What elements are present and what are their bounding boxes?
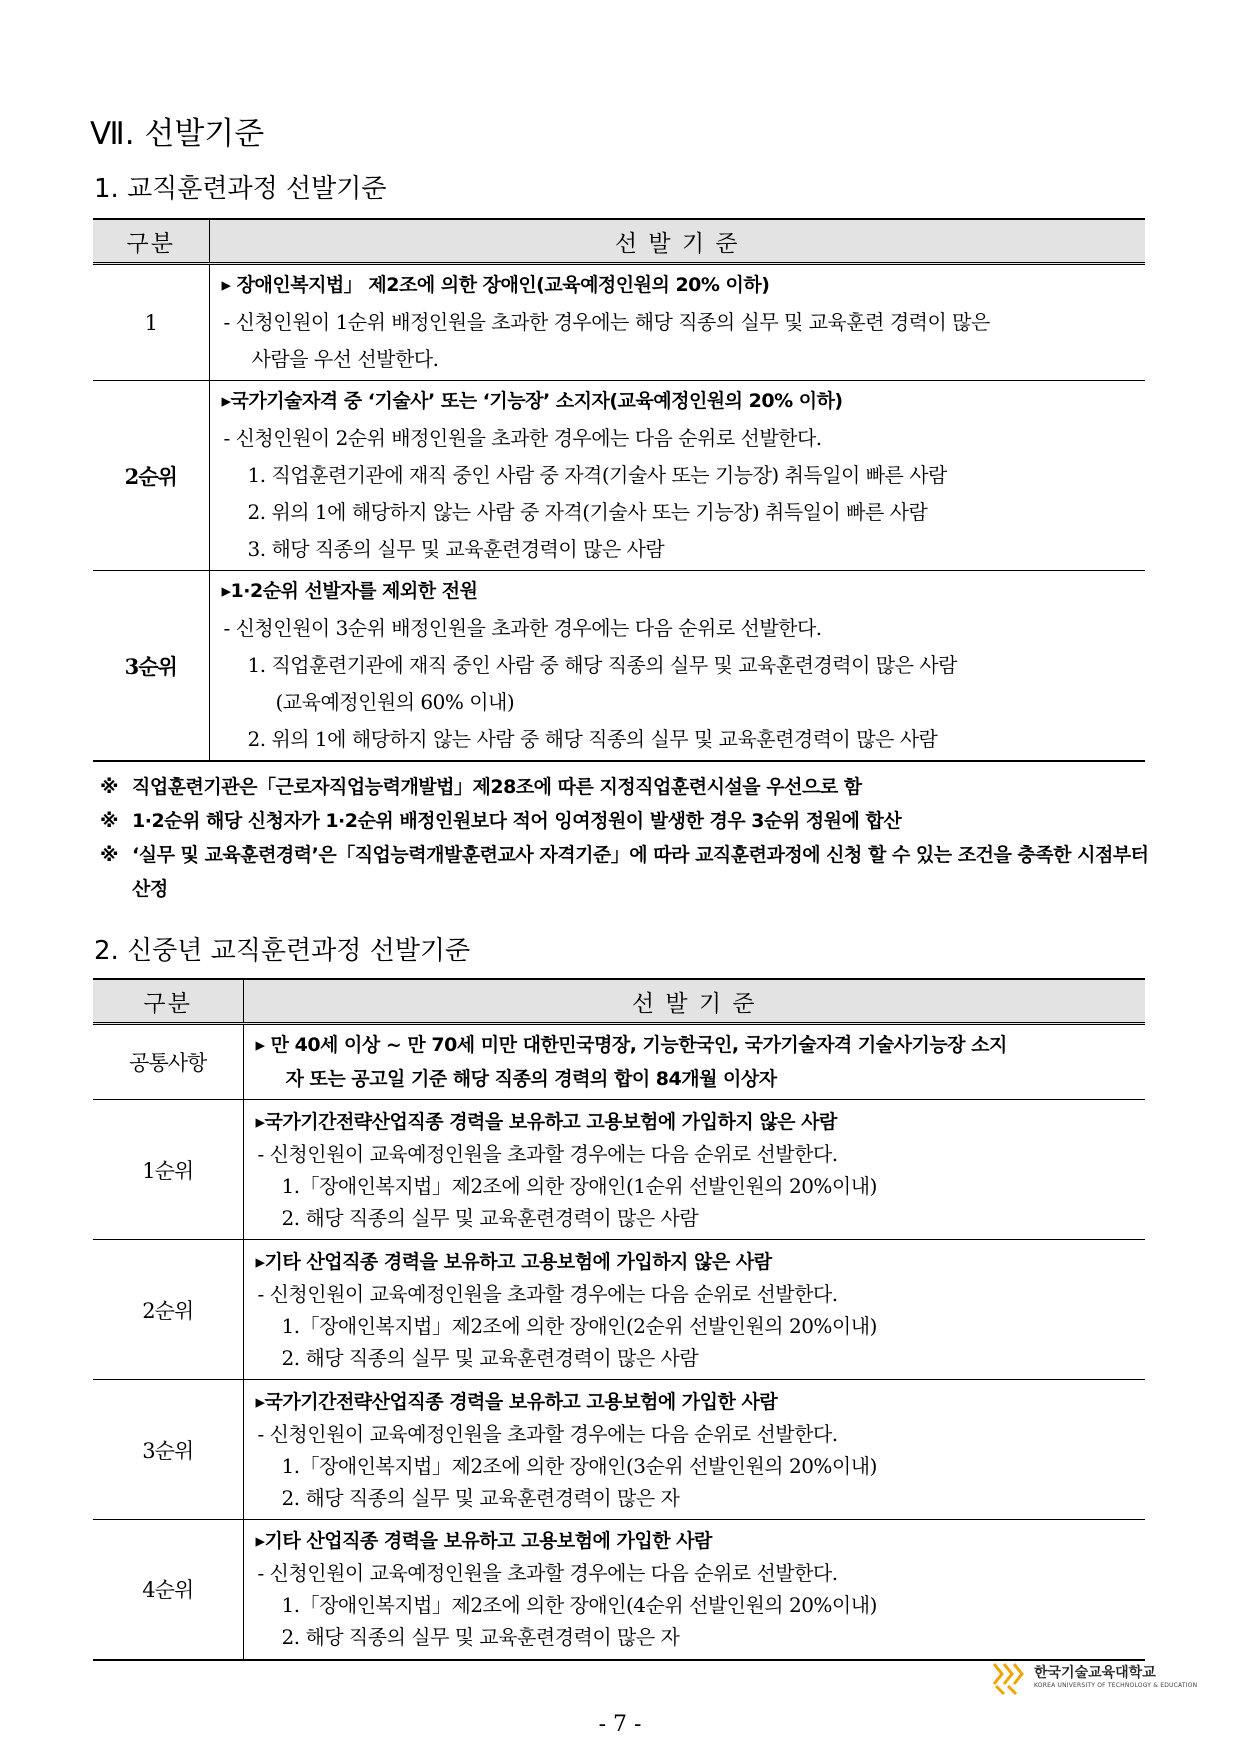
university-emblem-icon <box>990 1660 1030 1696</box>
reference-mark-icon: ※ <box>100 844 118 866</box>
table-row <box>93 1380 1145 1520</box>
section2-title: 2. 신중년 교직훈련과정 선발기준 <box>94 936 471 966</box>
rank-cell: 3순위 <box>93 1380 243 1520</box>
criteria-cell <box>243 1240 1145 1380</box>
criteria-heading: ▸국가기간전략산업직종 경력을 보유하고 고용보험에 가입하지 않은 사람 <box>255 1110 837 1133</box>
criteria-line: 2. 해당 직종의 실무 및 교육훈련경력이 많은 자 <box>281 1625 680 1650</box>
notes-list <box>100 770 1160 906</box>
criteria-line: - 신청인원이 1순위 배정인원을 초과한 경우에는 해당 직종의 실무 및 교육훈련 경력이 많은 <box>223 310 990 334</box>
criteria-cell <box>243 1380 1145 1520</box>
rank-cell: 4순위 <box>93 1520 243 1660</box>
header-gubun: 구분 <box>93 219 209 264</box>
header-gubun: 구분 <box>93 979 243 1024</box>
table-row <box>93 1024 1145 1100</box>
note-text: 직업훈련기관은「근로자직업능력개발법」제28조에 따른 지정직업훈련시설을 우선으로 함 <box>132 776 862 798</box>
note-item <box>100 770 1160 804</box>
rank-cell: 1순위 <box>93 1100 243 1240</box>
table-row <box>93 571 1145 762</box>
criteria-line: 자 또는 공고일 기준 해당 직종의 경력의 합이 84개월 이상자 <box>285 1068 777 1090</box>
rank-cell: 공통사항 <box>93 1024 243 1100</box>
criteria-line: 1. 직업훈련기관에 재직 중인 사람 중 해당 직종의 실무 및 교육훈련경력이 많은 사람 <box>247 653 957 677</box>
criteria-line: 1.「장애인복지법」제2조에 의한 장애인(4순위 선발인원의 20%이내) <box>281 1593 877 1618</box>
criteria-line: 2. 위의 1에 해당하지 않는 사람 중 해당 직종의 실무 및 교육훈련경력이 많은 사람 <box>247 727 938 751</box>
table-row <box>93 1100 1145 1240</box>
reference-mark-icon: ※ <box>100 810 118 832</box>
section2-criteria-table <box>93 978 1145 1661</box>
criteria-line: ▸ 만 40세 이상 ~ 만 70세 미만 대한민국명장, 기능한국인, 국가기술자격 기술사기능장 소지 <box>255 1034 1007 1056</box>
university-name: 한국기술교육대학교 <box>1034 1665 1156 1681</box>
criteria-cell <box>209 264 1145 381</box>
note-item <box>100 804 1160 838</box>
criteria-heading: ▸ 장애인복지법」 제2조에 의한 장애인(교육예정인원의 20% 이하) <box>221 274 770 296</box>
note-text: ‘실무 및 교육훈련경력’은「직업능력개발훈련교사 자격기준」에 따라 교직훈련과정에 신청 할 수 있는 조건을 충족한 시점부터 산정 <box>132 844 1149 900</box>
reference-mark-icon: ※ <box>100 776 118 798</box>
table-row <box>93 1520 1145 1660</box>
criteria-line: - 신청인원이 교육예정인원을 초과할 경우에는 다음 순위로 선발한다. <box>257 1421 838 1446</box>
criteria-line: 2. 해당 직종의 실무 및 교육훈련경력이 많은 자 <box>281 1485 680 1510</box>
chapter-title: Ⅶ. 선발기준 <box>90 116 265 152</box>
criteria-heading: ▸기타 산업직종 경력을 보유하고 고용보험에 가입한 사람 <box>255 1530 712 1553</box>
criteria-cell <box>243 1100 1145 1240</box>
rank-cell: 2순위 <box>93 381 209 571</box>
criteria-line: - 신청인원이 2순위 배정인원을 초과한 경우에는 다음 순위로 선발한다. <box>223 426 822 450</box>
section1-criteria-table <box>93 218 1145 762</box>
note-item <box>100 838 1160 906</box>
criteria-heading: ▸1·2순위 선발자를 제외한 전원 <box>221 580 478 602</box>
table-header-row <box>93 219 1145 264</box>
rank-cell: 1 <box>93 264 209 381</box>
criteria-cell <box>209 571 1145 762</box>
criteria-line: 3. 해당 직종의 실무 및 교육훈련경력이 많은 사람 <box>247 537 665 561</box>
header-criteria: 선 발 기 준 <box>243 979 1145 1024</box>
criteria-line: 1.「장애인복지법」제2조에 의한 장애인(3순위 선발인원의 20%이내) <box>281 1453 877 1478</box>
criteria-line: 1.「장애인복지법」제2조에 의한 장애인(1순위 선발인원의 20%이내) <box>281 1173 877 1198</box>
table-row <box>93 1240 1145 1380</box>
criteria-cell <box>209 381 1145 571</box>
rank-cell: 2순위 <box>93 1240 243 1380</box>
criteria-line: (교육예정인원의 60% 이내) <box>275 690 515 714</box>
note-text: 1·2순위 해당 신청자가 1·2순위 배정인원보다 적어 잉여정원이 발생한 경우 3순위 정원에 합산 <box>132 810 902 832</box>
criteria-line: 2. 해당 직종의 실무 및 교육훈련경력이 많은 사람 <box>281 1345 699 1370</box>
criteria-line: 1.「장애인복지법」제2조에 의한 장애인(2순위 선발인원의 20%이내) <box>281 1313 877 1338</box>
page-number: - 7 - <box>598 1712 642 1737</box>
table-row <box>93 381 1145 571</box>
criteria-line: - 신청인원이 3순위 배정인원을 초과한 경우에는 다음 순위로 선발한다. <box>223 616 822 640</box>
criteria-heading: ▸기타 산업직종 경력을 보유하고 고용보험에 가입하지 않은 사람 <box>255 1250 772 1273</box>
table-header-row <box>93 979 1145 1024</box>
university-logo <box>990 1660 1198 1700</box>
criteria-line: - 신청인원이 교육예정인원을 초과할 경우에는 다음 순위로 선발한다. <box>257 1281 838 1306</box>
criteria-heading: ▸국가기간전략산업직종 경력을 보유하고 고용보험에 가입한 사람 <box>255 1390 778 1413</box>
rank-cell: 3순위 <box>93 571 209 762</box>
criteria-line: 사람을 우선 선발한다. <box>251 347 439 371</box>
table-row <box>93 264 1145 381</box>
criteria-cell <box>243 1024 1145 1100</box>
criteria-line: 2. 해당 직종의 실무 및 교육훈련경력이 많은 사람 <box>281 1205 699 1230</box>
section1-title: 1. 교직훈련과정 선발기준 <box>94 174 387 204</box>
criteria-line: 2. 위의 1에 해당하지 않는 사람 중 자격(기술사 또는 기능장) 취득일이 빠른 사람 <box>247 500 928 524</box>
criteria-cell <box>243 1520 1145 1660</box>
header-criteria: 선 발 기 준 <box>209 219 1145 264</box>
criteria-line: - 신청인원이 교육예정인원을 초과할 경우에는 다음 순위로 선발한다. <box>257 1561 838 1586</box>
criteria-line: - 신청인원이 교육예정인원을 초과할 경우에는 다음 순위로 선발한다. <box>257 1141 838 1166</box>
university-subtitle: KOREA UNIVERSITY OF TECHNOLOGY & EDUCATION <box>1034 1682 1198 1689</box>
criteria-line: 1. 직업훈련기관에 재직 중인 사람 중 자격(기술사 또는 기능장) 취득일이 빠른 사람 <box>247 463 947 487</box>
criteria-heading: ▸국가기술자격 중 ‘기술사’ 또는 ‘기능장’ 소지자(교육예정인원의 20% 이하) <box>221 390 843 412</box>
